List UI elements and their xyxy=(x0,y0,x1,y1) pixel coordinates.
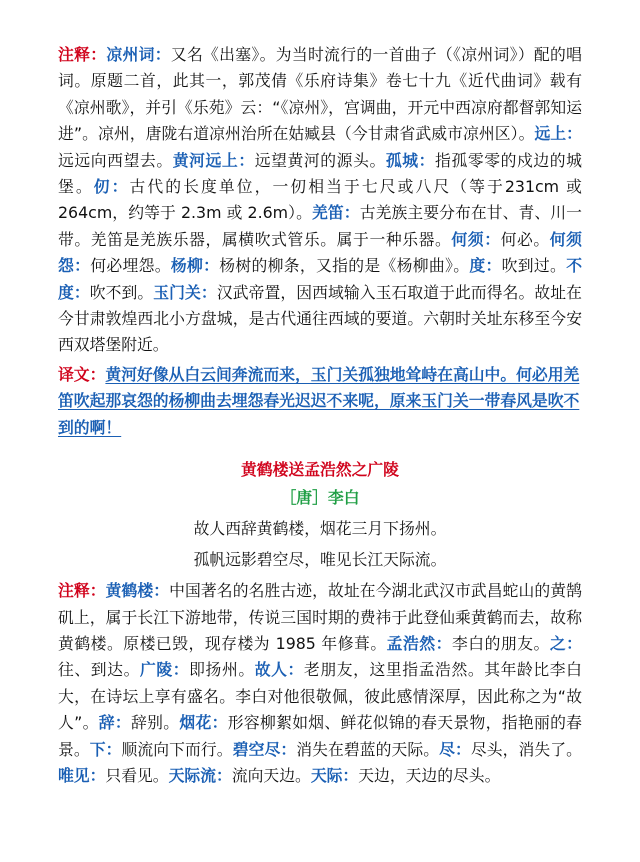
annotation-term: 唯见： xyxy=(58,765,106,785)
annotation-text: 汉武帝置，因西域输入玉石取道于此而得名。故址在今甘肃敦煌西北小方盘城，是古代通往西域的要道。六朝时关址东移至今安西双塔堡附近。 xyxy=(58,282,582,355)
annotation-term: 度： xyxy=(469,256,502,276)
annotation-text: 辞别。 xyxy=(131,713,180,733)
annotation-text: 形容柳絮如烟、鲜花似锦的春天景物，指艳丽的春景。 xyxy=(58,713,582,759)
annotation-text: 流向天边。 xyxy=(231,765,311,785)
annotation-text: 又名《出塞》。为当时流行的一首曲子（《凉州词》）配的唱词。原题二首，此其一，郭茂倩《乐府诗集》卷七十九《近代曲词》载有《凉州歌》，并引《乐苑》云：“《凉州》，宫调曲，开元中西凉府都督郭知运进”。凉州，唐陇右道凉州治所在姑臧县（今甘肃省武威市凉州区）。 xyxy=(58,45,582,144)
annotation-text: 吹不到。 xyxy=(89,282,154,302)
annotation-label: 注释： xyxy=(58,581,106,601)
translation-paragraph xyxy=(58,362,582,441)
annotation-text: 古羌族主要分布在甘、青、川一带。羌笛是羌族乐器，属横吹式管乐。属于一种乐器。 xyxy=(58,203,582,249)
annotation-term: 黄鹤楼： xyxy=(105,581,170,601)
annotation-term: 远上： xyxy=(534,124,582,144)
annotation-text: 即扬州。 xyxy=(189,660,255,680)
annotation-paragraph-huanghelou xyxy=(58,578,582,789)
annotation-term: 何须： xyxy=(451,229,501,249)
annotation-term: 孤城： xyxy=(385,150,436,170)
poem-author: ［唐］李白 xyxy=(280,488,360,508)
annotation-text: 李白的朋友。 xyxy=(451,633,550,653)
translation-label: 译文： xyxy=(58,364,106,384)
annotation-text: 杨树的柳条，又指的是《杨柳曲》。 xyxy=(219,256,470,276)
annotation-term: 何须怨： xyxy=(58,229,582,276)
annotation-text: 指孤零零的戍边的城堡。 xyxy=(58,150,582,197)
poem-line: 故人西辞黄鹤楼，烟花三月下扬州。 xyxy=(193,519,447,539)
annotation-term: 广陵： xyxy=(139,660,190,680)
annotation-term: 尽： xyxy=(439,739,471,759)
annotation-term: 天际流： xyxy=(168,765,232,785)
annotation-term: 天际： xyxy=(310,765,359,785)
annotation-term: 凉州词： xyxy=(106,45,171,64)
annotation-text: 何必埋怨。 xyxy=(90,256,171,276)
annotation-paragraph-liangzhouci xyxy=(58,42,582,359)
annotation-term: 之： xyxy=(549,633,582,653)
annotation-text: 尽头，消失了。 xyxy=(470,739,582,759)
poem-line: 孤帆远影碧空尽，唯见长江天际流。 xyxy=(193,550,447,570)
annotation-text: 往、到达。 xyxy=(58,660,140,680)
annotation-term: 羌笛： xyxy=(312,203,360,223)
annotation-label: 注释： xyxy=(58,45,107,64)
annotation-text: 远望黄河的源头。 xyxy=(254,150,386,170)
annotation-term: 碧空尽： xyxy=(232,739,297,759)
annotation-term: 黄河远上： xyxy=(172,150,255,170)
annotation-term: 烟花： xyxy=(179,713,228,733)
annotation-text: 远远向西望去。 xyxy=(58,150,173,170)
annotation-text: 老朋友，这里指孟浩然。其年龄比李白大，在诗坛上享有盛名。李白对他很敬佩，彼此感情深厚，因此称之为“故人”。 xyxy=(58,660,582,733)
annotation-term: 仞： xyxy=(93,177,130,197)
annotation-text: 天边，天边的尽头。 xyxy=(358,765,501,785)
annotation-term: 辞： xyxy=(98,713,131,733)
annotation-term: 不度： xyxy=(58,256,582,302)
annotation-text: 何必。 xyxy=(500,229,550,249)
annotation-text: 顺流向下而行。 xyxy=(121,739,233,759)
annotation-text: 只看见。 xyxy=(105,765,169,785)
annotation-text: 吹到过。 xyxy=(501,256,567,276)
annotation-text: 消失在碧蓝的天际。 xyxy=(296,739,440,759)
annotation-text: 中国著名的名胜古迹，故址在今湖北武汉市武昌蛇山的黄鹄矶上，属于长江下游地带，传说三国时期的费祎于此登仙乘黄鹤而去，故称黄鹤楼。原楼已毁，现存楼为 1985 年修葺。 xyxy=(58,581,582,653)
annotation-term: 故人： xyxy=(254,660,304,680)
annotation-term: 玉门关： xyxy=(153,282,217,302)
annotation-text: 古代的长度单位，一仞相当于七尺或八尺（等于231cm 或 264cm，约等于 2.3m 或 2.6m）。 xyxy=(58,177,582,223)
annotation-term: 孟浩然： xyxy=(386,633,452,653)
translation-text: 黄河好像从白云间奔流而来，玉门关孤独地耸峙在高山中。何必用羌笛吹起那哀怨的杨柳曲去埋怨春光迟迟不来呢，原来玉门关一带春风是吹不到的啊！ xyxy=(58,364,580,437)
annotation-term: 下： xyxy=(89,739,122,759)
annotation-term: 杨柳： xyxy=(170,256,220,276)
poem-title: 黄鹤楼送孟浩然之广陵 xyxy=(241,460,399,480)
